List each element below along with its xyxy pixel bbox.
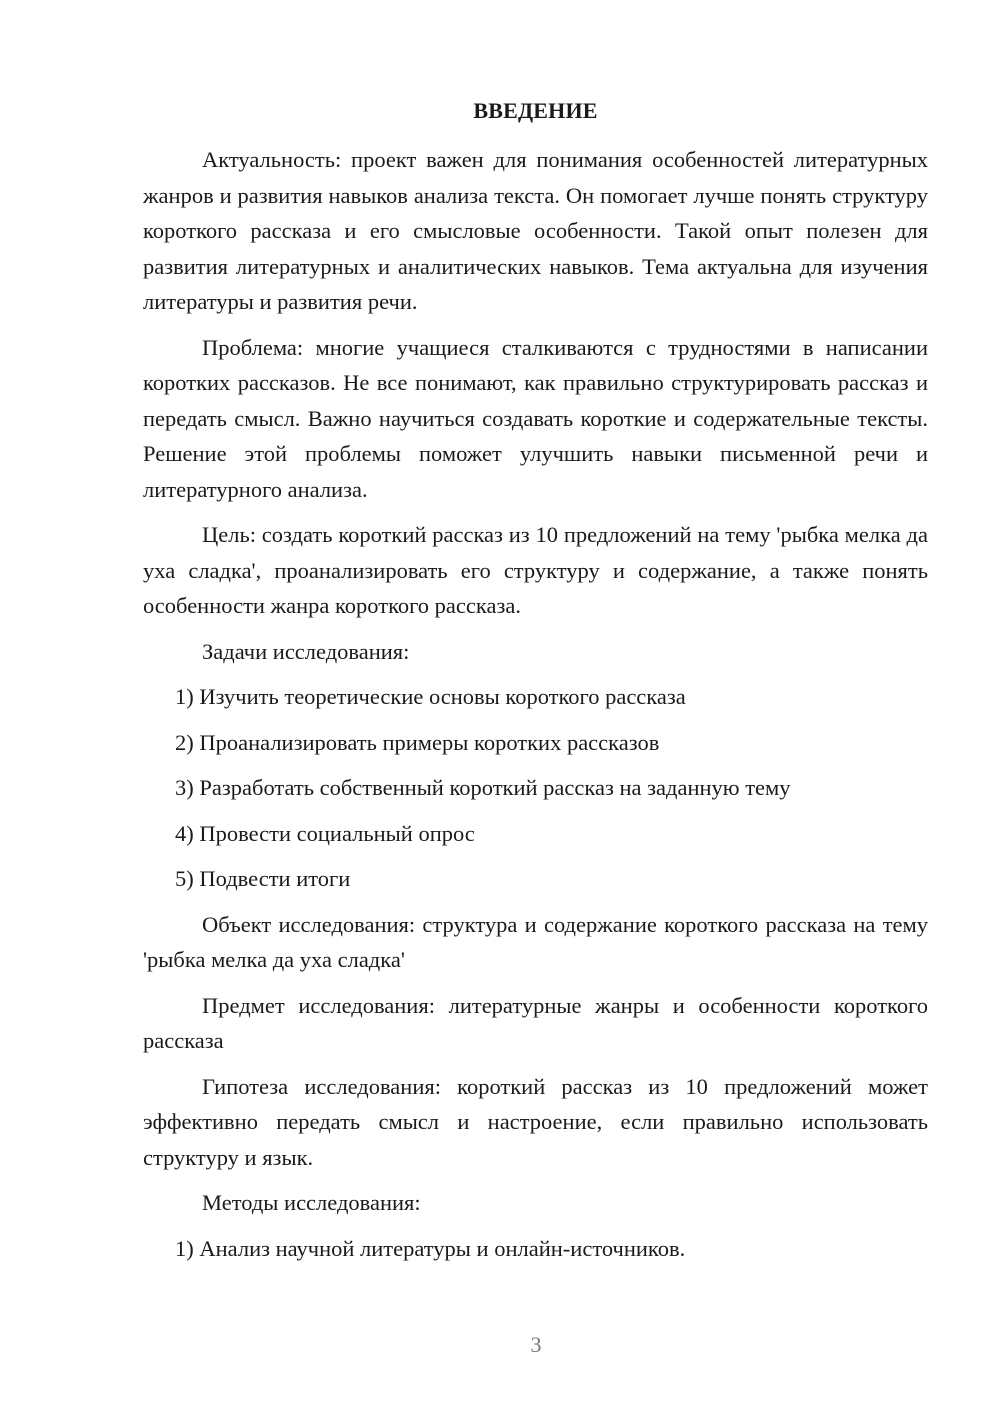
relevance-paragraph: Актуальность: проект важен для понимания особенностей литературных жанров и развития навыков анализа текста. Он помогает лучше понять структуру короткого рассказа и его смысловые особенности. Такой опыт полезен для развития литературных и аналитических навыков. Тема актуальна для изучения литературы и развития речи. xyxy=(143,147,928,314)
methods-heading: Методы исследования: xyxy=(202,1190,421,1215)
problem-paragraph: Проблема: многие учащиеся сталкиваются с трудностями в написании коротких рассказов. Не все понимают, как правильно структурировать рассказ и передать смысл. Важно научиться создавать короткие и содержательные тексты. Решение этой проблемы поможет улучшить навыки письменной речи и литературного анализа. xyxy=(143,334,928,502)
object-paragraph: Объект исследования: структура и содержание короткого рассказа на тему 'рыбка мелка да уха сладка' xyxy=(143,911,928,972)
list-item: 1) Анализ научной литературы и онлайн-источников. xyxy=(175,1235,686,1261)
goal-paragraph: Цель: создать короткий рассказ из 10 предложений на тему 'рыбка мелка да уха сладка', проанализировать его структуру и содержание, а также понять особенности жанра короткого рассказа. xyxy=(143,522,928,618)
tasks-heading: Задачи исследования: xyxy=(202,638,410,664)
list-item: 3) Разработать собственный короткий рассказ на заданную тему xyxy=(175,775,791,800)
hypothesis-paragraph: Гипотеза исследования: короткий рассказ из 10 предложений может эффективно передать смысл и настроение, если правильно использовать структуру и язык. xyxy=(143,1073,928,1170)
tasks-list xyxy=(143,679,928,897)
document-body xyxy=(143,142,928,1276)
list-item: 5) Подвести итоги xyxy=(175,866,351,891)
list-item: 4) Провести социальный опрос xyxy=(175,820,475,846)
list-item: 2) Проанализировать примеры коротких рассказов xyxy=(175,729,660,755)
subject-paragraph: Предмет исследования: литературные жанры и особенности короткого рассказа xyxy=(143,992,928,1053)
page-number: 3 xyxy=(530,1332,542,1357)
section-heading: ВВЕДЕНИЕ xyxy=(473,98,598,123)
methods-list xyxy=(143,1231,928,1267)
list-item: 1) Изучить теоретические основы короткого рассказа xyxy=(175,684,686,709)
